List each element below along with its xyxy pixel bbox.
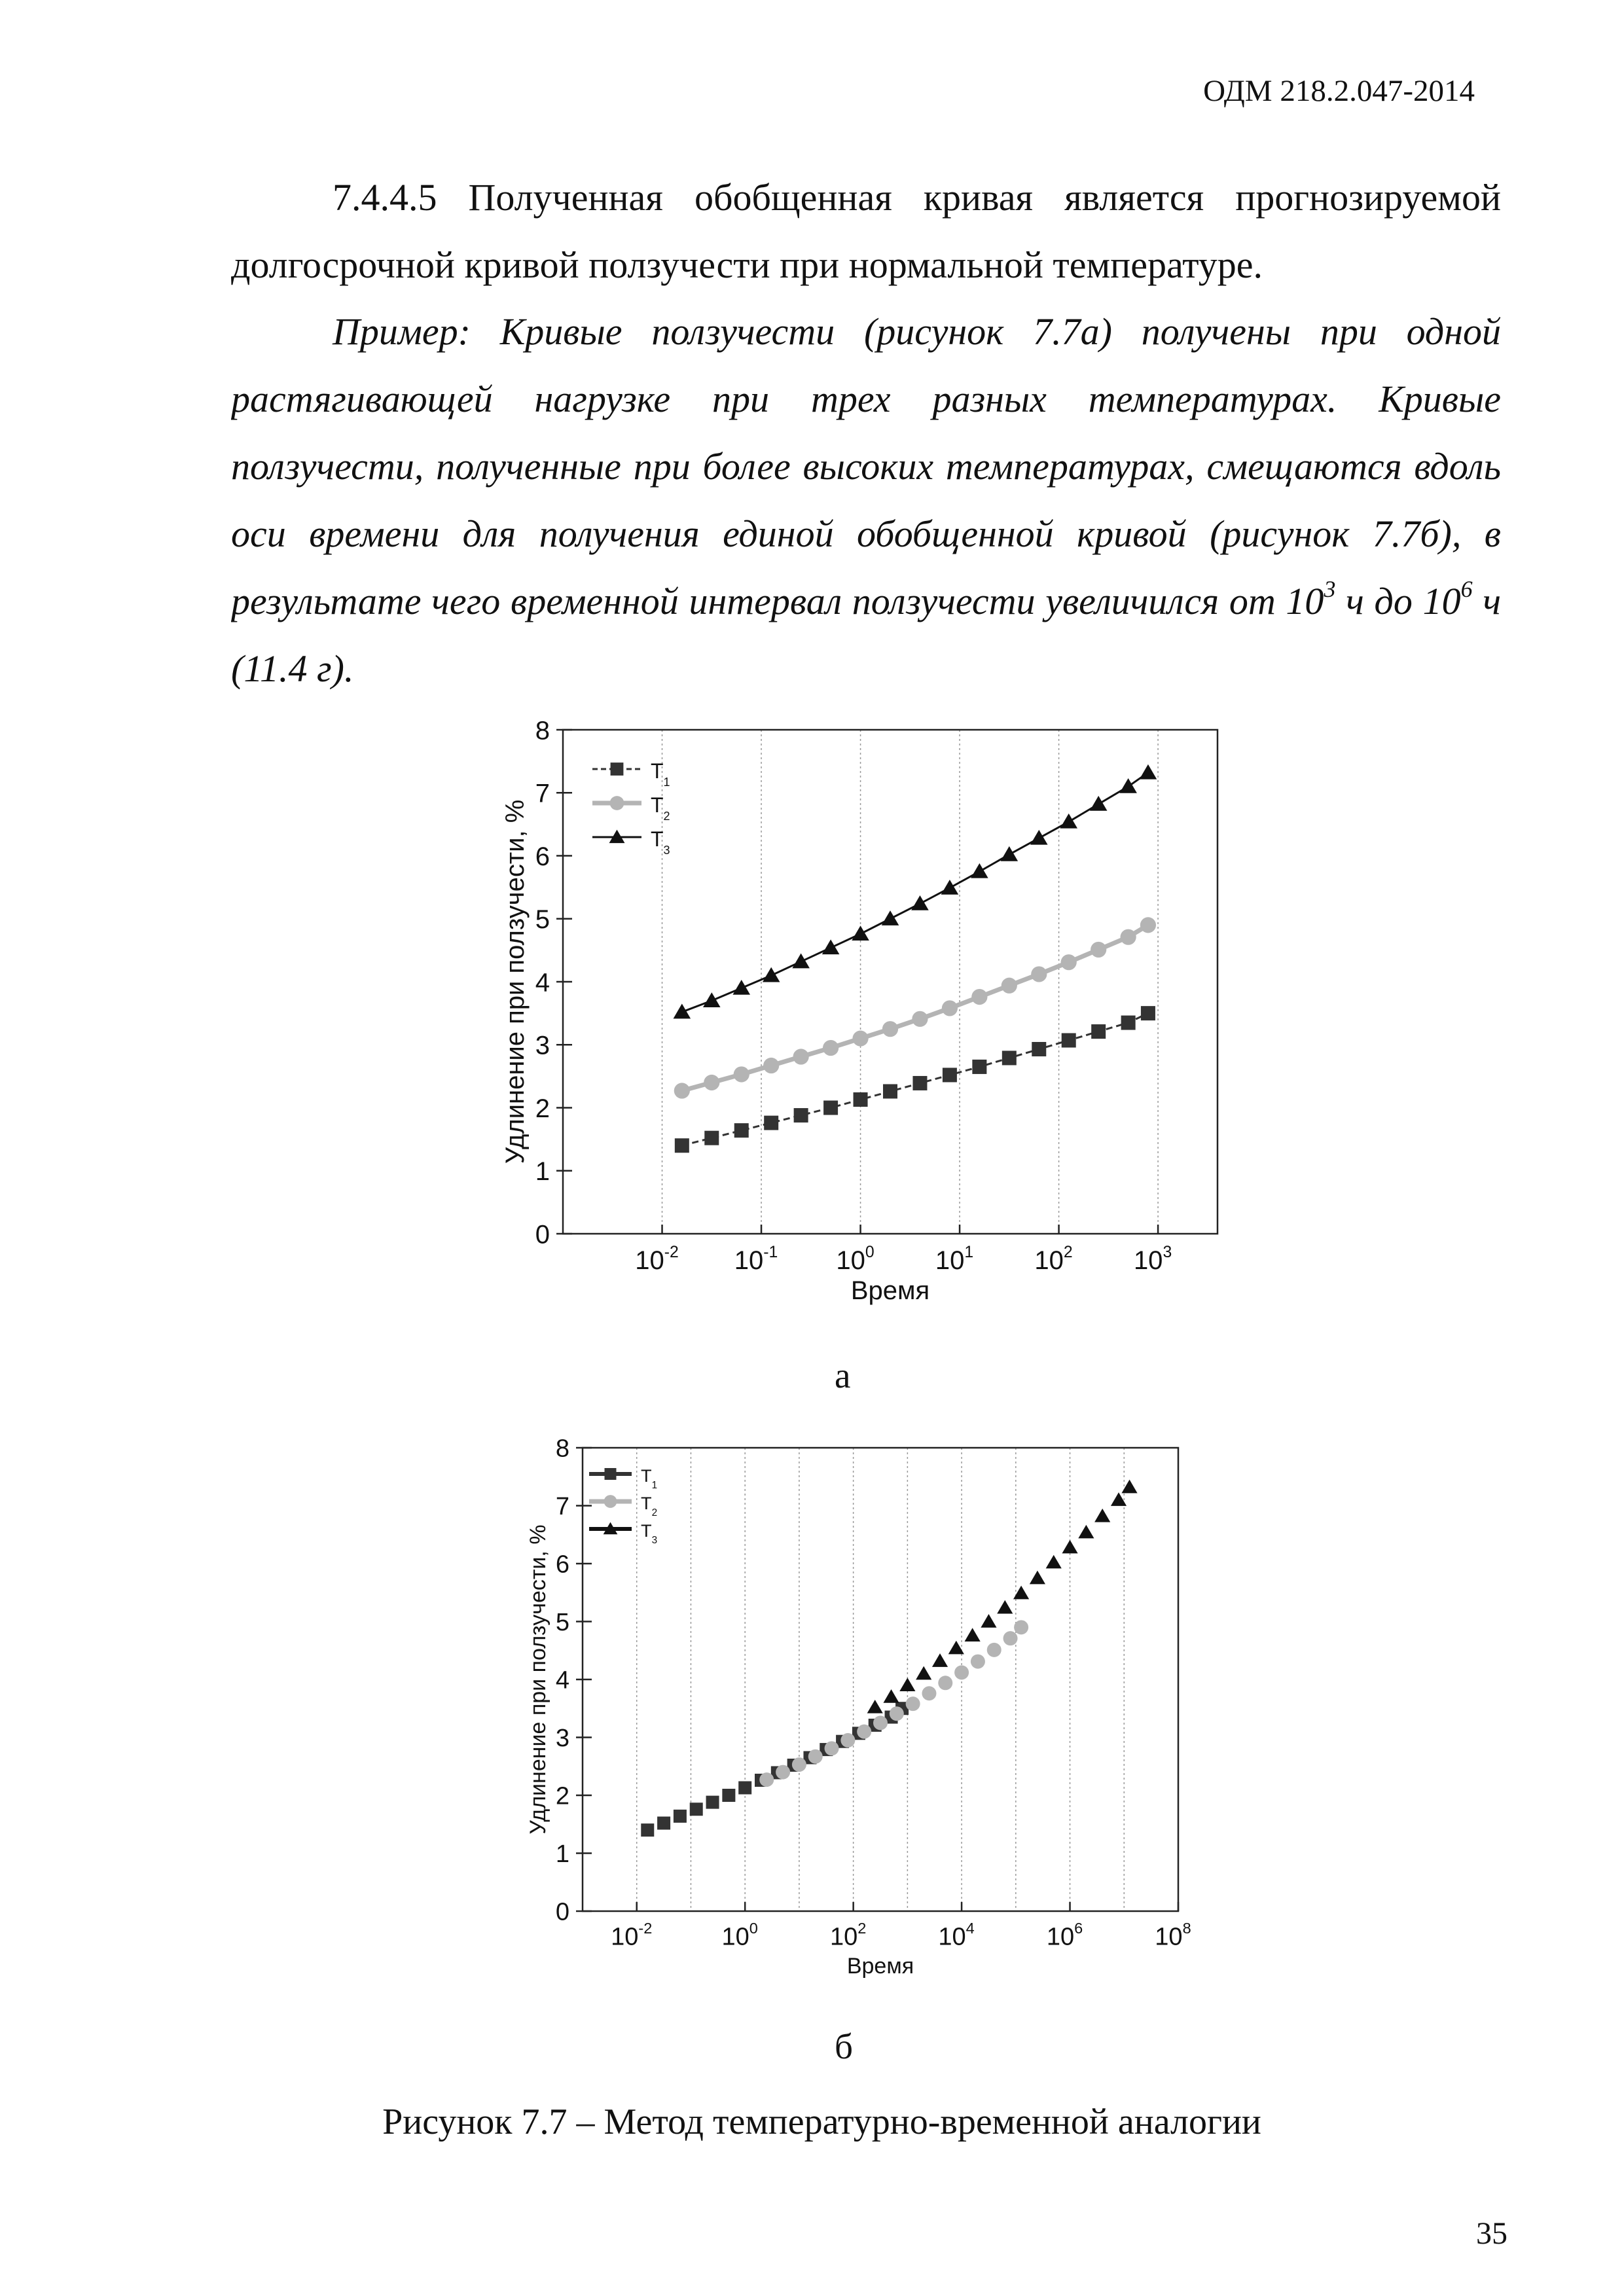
data-point bbox=[1001, 978, 1017, 994]
x-tick-exponent: -2 bbox=[638, 1920, 653, 1937]
data-point bbox=[971, 1655, 985, 1669]
example-paragraph bbox=[231, 298, 1501, 702]
x-tick-base: 10 bbox=[721, 1923, 749, 1951]
data-point bbox=[722, 1789, 735, 1802]
legend-marker bbox=[604, 1495, 617, 1508]
page-number: 35 bbox=[1476, 2216, 1507, 2251]
legend-subscript: 1 bbox=[651, 1480, 658, 1492]
data-point bbox=[822, 939, 840, 954]
x-tick-label bbox=[1047, 1920, 1083, 1950]
x-tick-label bbox=[830, 1920, 866, 1950]
data-point bbox=[852, 1031, 868, 1047]
legend-label bbox=[641, 1465, 657, 1491]
x-tick-label bbox=[635, 1244, 679, 1275]
data-point bbox=[1013, 1586, 1029, 1600]
y-tick-label: 5 bbox=[555, 1609, 569, 1637]
x-axis-label: Время bbox=[846, 1954, 914, 1979]
data-point bbox=[906, 1696, 920, 1711]
legend-subscript: 2 bbox=[651, 1507, 658, 1519]
legend-marker bbox=[605, 1468, 617, 1480]
data-point bbox=[942, 1000, 958, 1016]
x-tick-base: 10 bbox=[836, 1246, 865, 1275]
legend-marker bbox=[610, 796, 624, 810]
figure-b-label: б bbox=[835, 2026, 853, 2066]
data-point bbox=[704, 1075, 719, 1090]
data-point bbox=[997, 1600, 1013, 1614]
y-tick-label: 7 bbox=[555, 1493, 569, 1521]
data-point bbox=[703, 992, 721, 1007]
y-tick-label: 4 bbox=[535, 968, 550, 997]
paragraph-7-4-4-5 bbox=[231, 164, 1501, 298]
data-point bbox=[1141, 1006, 1155, 1020]
y-tick-label: 8 bbox=[555, 1435, 569, 1463]
data-point bbox=[1119, 778, 1137, 793]
legend-name: T bbox=[651, 827, 664, 851]
master-curve-chart-b bbox=[497, 1424, 1231, 2013]
legend-subscript: 3 bbox=[663, 844, 670, 857]
data-point bbox=[732, 980, 750, 995]
data-point bbox=[1121, 1016, 1136, 1030]
x-tick-exponent: 2 bbox=[857, 1920, 867, 1937]
data-point bbox=[873, 1715, 888, 1730]
x-tick-exponent: 6 bbox=[1074, 1920, 1083, 1937]
x-tick-label bbox=[1155, 1920, 1191, 1950]
data-point bbox=[941, 880, 959, 895]
x-tick-base: 10 bbox=[938, 1923, 966, 1951]
data-point bbox=[1062, 1540, 1077, 1554]
paragraph-line: долгосрочной кривой ползучести при нормальной температуре. bbox=[231, 243, 1263, 286]
legend bbox=[589, 1465, 657, 1546]
data-point bbox=[971, 863, 988, 878]
text-fragment: ч bbox=[1472, 580, 1501, 622]
x-tick-base: 10 bbox=[829, 1923, 858, 1951]
data-point bbox=[972, 1060, 986, 1074]
paragraph-line: оси времени для получения единой обобщенной кривой (рисунок 7.7б), в bbox=[231, 512, 1501, 555]
legend-name: T bbox=[641, 1465, 652, 1486]
figure-caption: Рисунок 7.7 – Метод температурно-временной аналогии bbox=[382, 2102, 1261, 2142]
data-point bbox=[704, 1131, 719, 1145]
legend-name: T bbox=[651, 759, 664, 783]
x-tick-label bbox=[935, 1244, 973, 1275]
data-point bbox=[1031, 966, 1047, 982]
x-tick-exponent: 1 bbox=[964, 1244, 974, 1261]
y-axis-label: Удлинение при ползучести, % bbox=[501, 799, 530, 1164]
plot-frame bbox=[583, 1448, 1178, 1911]
chart-a-svg bbox=[458, 717, 1231, 1338]
x-tick-base: 10 bbox=[734, 1246, 764, 1275]
legend-subscript: 3 bbox=[651, 1535, 658, 1547]
data-point bbox=[759, 1772, 774, 1787]
x-tick-base: 10 bbox=[935, 1246, 965, 1275]
data-point bbox=[911, 895, 929, 910]
paragraph-line: ползучести, полученные при более высоких температурах, смещаются вдоль bbox=[231, 445, 1501, 488]
x-tick-exponent: 8 bbox=[1182, 1920, 1191, 1937]
data-point bbox=[938, 1676, 952, 1690]
figure-a-label: а bbox=[835, 1355, 851, 1395]
data-point bbox=[867, 1700, 883, 1713]
data-point bbox=[981, 1614, 996, 1628]
paragraph-line bbox=[231, 567, 1501, 635]
x-tick-label bbox=[938, 1920, 974, 1950]
x-tick-label bbox=[1134, 1244, 1172, 1275]
data-point bbox=[1090, 796, 1108, 811]
data-point bbox=[1003, 1631, 1018, 1645]
data-point bbox=[738, 1781, 751, 1794]
superscript: 3 bbox=[1324, 575, 1336, 602]
data-point bbox=[734, 1066, 749, 1082]
data-point bbox=[948, 1641, 964, 1655]
text-fragment: ч до 10 bbox=[1335, 580, 1461, 622]
y-tick-label: 3 bbox=[555, 1725, 569, 1753]
legend-label bbox=[641, 1520, 657, 1546]
y-tick-label: 8 bbox=[535, 717, 550, 745]
data-point bbox=[1140, 917, 1156, 933]
data-point bbox=[1030, 830, 1048, 845]
x-tick-base: 10 bbox=[1155, 1923, 1183, 1951]
data-point bbox=[882, 1021, 898, 1037]
data-point bbox=[1062, 1033, 1076, 1048]
data-point bbox=[823, 1040, 839, 1056]
data-point bbox=[706, 1796, 719, 1809]
data-point bbox=[882, 910, 899, 925]
data-point bbox=[840, 1733, 855, 1748]
data-point bbox=[932, 1653, 948, 1667]
y-tick-label: 3 bbox=[535, 1031, 550, 1060]
legend-subscript: 1 bbox=[663, 776, 670, 789]
data-point bbox=[912, 1011, 928, 1027]
x-tick-base: 10 bbox=[1133, 1246, 1163, 1275]
paragraph-line: (11.4 г). bbox=[231, 647, 354, 690]
x-axis-label: Время bbox=[850, 1276, 930, 1305]
paragraph-line: 7.4.4.5 Полученная обобщенная кривая является прогнозируемой bbox=[333, 176, 1501, 219]
data-point bbox=[641, 1823, 654, 1837]
x-tick-label bbox=[1034, 1244, 1072, 1275]
series-line bbox=[682, 925, 1148, 1090]
data-point bbox=[1060, 814, 1077, 829]
y-tick-label: 1 bbox=[555, 1840, 569, 1869]
data-point bbox=[776, 1765, 790, 1780]
data-point bbox=[971, 989, 987, 1005]
data-point bbox=[922, 1686, 936, 1700]
data-point bbox=[1094, 1509, 1110, 1522]
data-point bbox=[674, 1083, 690, 1098]
legend-label bbox=[641, 1493, 657, 1518]
x-tick-base: 10 bbox=[611, 1923, 639, 1951]
data-point bbox=[734, 1123, 749, 1138]
data-point bbox=[883, 1689, 899, 1703]
data-point bbox=[1001, 846, 1019, 861]
data-point bbox=[763, 967, 780, 982]
data-point bbox=[1091, 1024, 1106, 1039]
series-T2 bbox=[674, 917, 1156, 1098]
legend-label bbox=[651, 827, 670, 857]
data-point bbox=[899, 1677, 915, 1691]
data-point bbox=[764, 1116, 778, 1130]
data-point bbox=[916, 1666, 931, 1680]
paragraph-line: растягивающей нагрузке при трех разных температурах. Кривые bbox=[231, 378, 1501, 420]
series-T3 bbox=[674, 764, 1157, 1019]
series-T2 bbox=[759, 1620, 1028, 1787]
series-T1 bbox=[641, 1702, 909, 1837]
data-point bbox=[1046, 1555, 1062, 1569]
x-tick-exponent: 0 bbox=[749, 1920, 758, 1937]
data-point bbox=[1091, 942, 1106, 958]
paragraph-line: Пример: Кривые ползучести (рисунок 7.7а) получены при одной bbox=[333, 310, 1501, 353]
data-point bbox=[1002, 1050, 1017, 1065]
x-tick-label bbox=[734, 1244, 778, 1275]
legend-name: T bbox=[651, 793, 664, 817]
x-tick-exponent: -2 bbox=[664, 1244, 679, 1261]
y-tick-label: 4 bbox=[555, 1666, 569, 1695]
data-point bbox=[690, 1803, 703, 1816]
legend-label bbox=[651, 793, 670, 823]
legend-subscript: 2 bbox=[663, 810, 670, 823]
data-point bbox=[954, 1665, 969, 1679]
data-point bbox=[1121, 929, 1136, 945]
data-point bbox=[792, 1757, 806, 1772]
data-point bbox=[1014, 1620, 1028, 1634]
series-line bbox=[682, 772, 1148, 1012]
x-tick-label bbox=[721, 1920, 757, 1950]
data-point bbox=[675, 1138, 689, 1153]
data-point bbox=[965, 1628, 981, 1641]
data-point bbox=[1032, 1042, 1046, 1056]
x-tick-exponent: 3 bbox=[1163, 1244, 1172, 1261]
x-tick-base: 10 bbox=[1034, 1246, 1064, 1275]
x-tick-exponent: 0 bbox=[865, 1244, 875, 1261]
data-point bbox=[1140, 764, 1157, 780]
data-point bbox=[674, 1810, 687, 1823]
y-tick-label: 0 bbox=[535, 1220, 550, 1249]
x-tick-base: 10 bbox=[635, 1246, 664, 1275]
y-tick-label: 1 bbox=[535, 1157, 550, 1187]
data-point bbox=[912, 1076, 927, 1090]
data-point bbox=[674, 1004, 691, 1019]
legend-name: T bbox=[641, 1520, 652, 1541]
data-point bbox=[852, 925, 869, 941]
y-tick-label: 2 bbox=[535, 1094, 550, 1123]
legend-name: T bbox=[641, 1492, 652, 1513]
legend-marker bbox=[611, 762, 624, 776]
data-point bbox=[857, 1725, 871, 1739]
chart-b-svg bbox=[497, 1424, 1231, 2013]
y-tick-label: 5 bbox=[535, 905, 550, 935]
data-point bbox=[1061, 954, 1077, 970]
data-point bbox=[657, 1816, 670, 1829]
x-tick-label bbox=[611, 1920, 652, 1950]
x-tick-exponent: 2 bbox=[1063, 1244, 1073, 1261]
data-point bbox=[793, 1049, 809, 1064]
text-fragment: результате чего временной интервал ползучести увеличился от 10 bbox=[231, 580, 1324, 622]
data-point bbox=[825, 1741, 839, 1755]
legend-label bbox=[651, 759, 670, 789]
data-point bbox=[1030, 1571, 1045, 1585]
y-tick-label: 2 bbox=[555, 1782, 569, 1810]
legend bbox=[592, 759, 670, 857]
creep-curves-chart-a bbox=[458, 717, 1231, 1338]
data-point bbox=[987, 1643, 1001, 1657]
data-point bbox=[792, 954, 810, 969]
y-tick-label: 0 bbox=[555, 1898, 569, 1926]
x-tick-exponent: 4 bbox=[965, 1920, 975, 1937]
x-tick-exponent: -1 bbox=[763, 1244, 778, 1261]
y-axis-label: Удлинение при ползучести, % bbox=[526, 1524, 550, 1835]
superscript: 6 bbox=[1460, 575, 1473, 602]
data-point bbox=[794, 1108, 808, 1122]
x-tick-base: 10 bbox=[1046, 1923, 1075, 1951]
data-point bbox=[890, 1706, 904, 1721]
document-code-header: ОДМ 218.2.047-2014 bbox=[1203, 74, 1475, 108]
data-point bbox=[854, 1092, 868, 1107]
data-point bbox=[883, 1084, 897, 1098]
data-point bbox=[763, 1058, 779, 1073]
data-point bbox=[943, 1067, 957, 1082]
x-tick-label bbox=[836, 1244, 874, 1275]
data-point bbox=[808, 1749, 823, 1764]
data-point bbox=[1078, 1525, 1094, 1539]
y-tick-label: 6 bbox=[555, 1551, 569, 1579]
data-point bbox=[823, 1101, 838, 1115]
y-tick-label: 6 bbox=[535, 842, 550, 871]
y-tick-label: 7 bbox=[535, 779, 550, 808]
series-T3 bbox=[867, 1480, 1138, 1713]
